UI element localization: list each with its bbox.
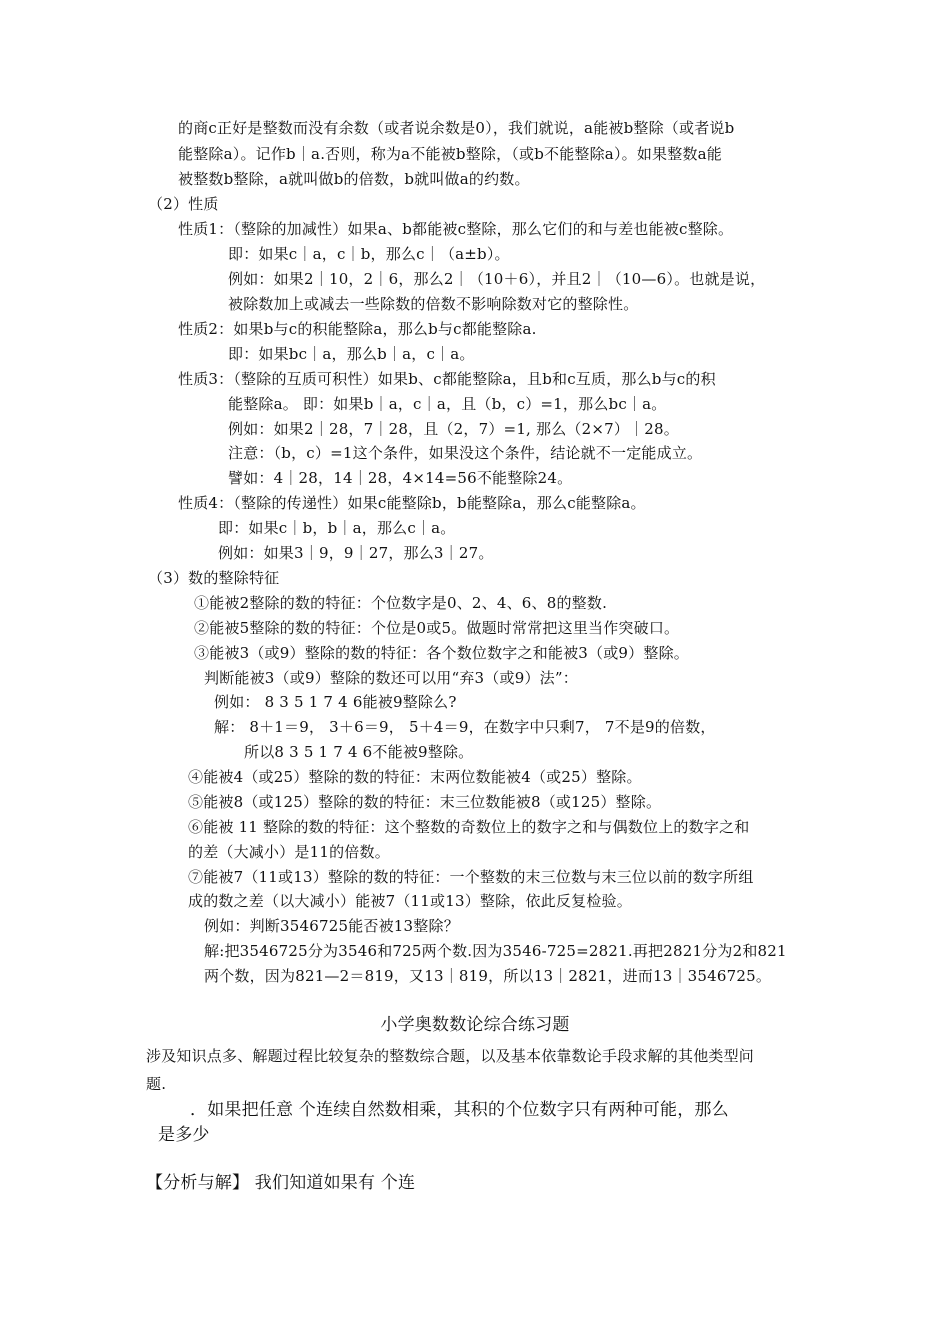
feature-3: ③能被3（或9）整除的数的特征：各个数位数字之和能被3（或9）整除。 [194, 644, 689, 662]
feature-3-solution-line-2: 所以8 3 5 1 7 4 6不能被9整除。 [244, 743, 474, 761]
practice-intro-line-1: 涉及知识点多、解题过程比较复杂的整数综合题，以及基本依靠数论手段求解的其他类型问 [146, 1047, 755, 1065]
definition-line-3: 被整数b整除，a就叫做b的倍数，b就叫做a的约数。 [178, 170, 530, 188]
property-3-example: 例如：如果2｜28，7｜28，且（2，7）=1, 那么（2×7）｜28。 [228, 420, 679, 438]
property-3-note: 注意：（b，c）=1这个条件，如果没这个条件，结论就不一定能成立。 [228, 444, 703, 462]
definition-line-1: 的商c正好是整数而没有余数（或者说余数是0），我们就说，a能被b整除（或者说b [178, 119, 735, 137]
analysis-heading: 【分析与解】 我们知道如果有 个连 [146, 1173, 416, 1193]
property-2-formula: 即：如果bc｜a，那么b｜a，c｜a。 [228, 345, 475, 363]
feature-7-line-2: 成的数之差（以大减小）能被7（11或13）整除，依此反复检验。 [188, 892, 632, 910]
property-4-formula: 即：如果c｜b，b｜a，那么c｜a。 [218, 519, 456, 537]
practice-title: 小学奥数数论综合练习题 [380, 1015, 570, 1035]
section-3-heading: （3）数的整除特征 [148, 569, 280, 587]
property-3-counterexample: 譬如：4｜28，14｜28，4×14=56不能整除24。 [228, 469, 573, 487]
feature-3-method: 判断能被3（或9）整除的数还可以用“弃3（或9）法”： [204, 669, 578, 687]
question-1-line-2: 是多少 [158, 1125, 210, 1145]
property-3-title-line-2: 能整除a。 即：如果b｜a，c｜a，且（b，c）=1，那么bc｜a。 [228, 395, 667, 413]
feature-3-example: 例如： 8 3 5 1 7 4 6能被9整除么? [214, 693, 457, 711]
property-4-title: 性质4：（整除的传递性）如果c能整除b，b能整除a，那么c能整除a。 [178, 494, 646, 512]
question-1-line-1: ．如果把任意 个连续自然数相乘，其积的个位数字只有两种可能，那么 [190, 1100, 729, 1120]
feature-7-example: 例如：判断3546725能否被13整除？ [204, 917, 459, 935]
section-2-heading: （2）性质 [148, 195, 219, 213]
feature-7-solution-line-1: 解:把3546725分为3546和725两个数.因为3546-725=2821.再把2821分为2和821 [204, 942, 787, 960]
property-1-formula: 即：如果c｜a，c｜b，那么c｜（a±b）。 [228, 245, 510, 263]
feature-3-solution-line-1: 解： 8＋1＝9， 3＋6＝9， 5＋4＝9，在数字中只剩7， 7不是9的倍数， [214, 718, 716, 736]
feature-5: ⑤能被8（或125）整除的数的特征：末三位数能被8（或125）整除。 [188, 793, 662, 811]
feature-1: ①能被2整除的数的特征：个位数字是0、2、4、6、8的整数. [194, 594, 608, 612]
feature-4: ④能被4（或25）整除的数的特征：末两位数能被4（或25）整除。 [188, 768, 642, 786]
feature-7-solution-line-2: 两个数，因为821—2＝819，又13｜819，所以13｜2821，进而13｜3546725。 [204, 967, 772, 985]
property-4-example: 例如：如果3｜9，9｜27，那么3｜27。 [218, 544, 494, 562]
property-1-example-line-1: 例如：如果2｜10，2｜6，那么2｜（10＋6），并且2｜（10—6）。也就是说， [228, 270, 766, 288]
property-2-title: 性质2：如果b与c的积能整除a，那么b与c都能整除a. [178, 320, 537, 338]
property-1-title: 性质1：（整除的加减性）如果a、b都能被c整除，那么它们的和与差也能被c整除。 [178, 220, 734, 238]
property-3-title: 性质3：（整除的互质可积性）如果b、c都能整除a，且b和c互质，那么b与c的积 [178, 370, 716, 388]
definition-line-2: 能整除a）。记作b｜a.否则，称为a不能被b整除，（或b不能整除a）。如果整数a能 [178, 145, 722, 163]
feature-7-line-1: ⑦能被7（11或13）整除的数的特征：一个整数的末三位数与末三位以前的数字所组 [188, 868, 754, 886]
feature-6-line-1: ⑥能被 11 整除的数的特征：这个整数的奇数位上的数字之和与偶数位上的数字之和 [188, 818, 750, 836]
property-1-example-line-2: 被除数加上或减去一些除数的倍数不影响除数对它的整除性。 [228, 295, 639, 313]
feature-2: ②能被5整除的数的特征：个位是0或5。做题时常常把这里当作突破口。 [194, 619, 680, 637]
feature-6-line-2: 的差（大减小）是11的倍数。 [188, 843, 390, 861]
practice-intro-line-2: 题. [146, 1075, 167, 1093]
